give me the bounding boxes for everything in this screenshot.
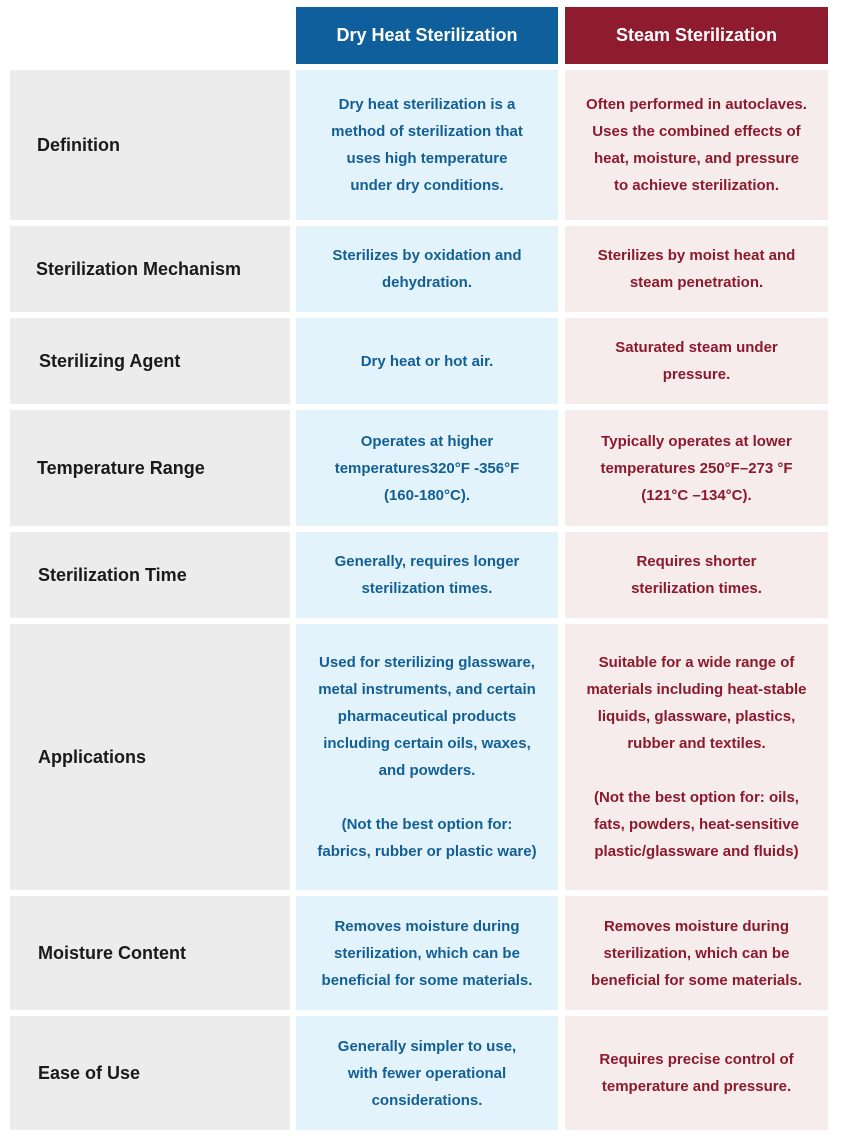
row-label-ease: Ease of Use xyxy=(10,1016,290,1130)
steam-agent-cell xyxy=(565,318,828,404)
row-label-agent: Sterilizing Agent xyxy=(10,318,290,404)
dry-moisture-text: Removes moisture during sterilization, which can be beneficial for some materials. xyxy=(321,917,533,989)
steam-temperature-cell xyxy=(565,410,828,526)
dry-time-text: Generally, requires longer sterilization times. xyxy=(334,553,520,597)
dry-mechanism-text: Sterilizes by oxidation and dehydration. xyxy=(332,247,522,291)
dry-mechanism-cell xyxy=(296,226,558,312)
steam-temperature-text: Typically operates at lower temperatures 250°F–273 °F (121°C –134°C). xyxy=(600,432,793,504)
steam-definition-text: Often performed in autoclaves. Uses the combined effects of heat, moisture, and pressure to achieve sterilization. xyxy=(586,96,807,194)
steam-mechanism-cell xyxy=(565,226,828,312)
dry-agent-cell xyxy=(296,318,558,404)
steam-ease-cell xyxy=(565,1016,828,1130)
dry-definition-cell xyxy=(296,70,558,220)
row-label-time: Sterilization Time xyxy=(10,532,290,618)
dry-ease-cell xyxy=(296,1016,558,1130)
dry-time-cell xyxy=(296,532,558,618)
steam-mechanism-text: Sterilizes by moist heat and steam penetration. xyxy=(597,247,796,291)
dry-moisture-cell xyxy=(296,896,558,1010)
dry-agent-text: Dry heat or hot air. xyxy=(360,352,494,370)
steam-applications-text: Suitable for a wide range of materials including heat-stable liquids, glassware, plastics, rubber and textiles. (Not the best option for: oils, fats, powders, heat-sensitive plastic/glassware and fluids) xyxy=(586,654,807,860)
dry-temperature-cell xyxy=(296,410,558,526)
steam-header: Steam Sterilization xyxy=(565,7,828,64)
steam-applications-cell xyxy=(565,624,828,890)
steam-time-cell xyxy=(565,532,828,618)
dry-ease-text: Generally simpler to use, with fewer operational considerations. xyxy=(337,1037,517,1109)
row-label-moisture: Moisture Content xyxy=(10,896,290,1010)
dry-applications-text: Used for sterilizing glassware, metal instruments, and certain pharmaceutical products including certain oils, waxes, and powders. (Not the best option for: fabrics, rubber or plastic ware) xyxy=(317,654,537,860)
steam-definition-cell xyxy=(565,70,828,220)
steam-moisture-cell xyxy=(565,896,828,1010)
dry-temperature-text: Operates at higher temperatures320°F -356°F (160-180°C). xyxy=(334,432,520,504)
row-label-applications: Applications xyxy=(10,624,290,890)
row-label-temperature: Temperature Range xyxy=(10,410,290,526)
dry-heat-header: Dry Heat Sterilization xyxy=(296,7,558,64)
dry-applications-cell xyxy=(296,624,558,890)
dry-definition-text: Dry heat sterilization is a method of sterilization that uses high temperature under dry conditions. xyxy=(331,96,523,194)
row-label-definition: Definition xyxy=(10,70,290,220)
row-label-mechanism: Sterilization Mechanism xyxy=(10,226,290,312)
steam-time-text: Requires shorter sterilization times. xyxy=(631,553,762,597)
steam-moisture-text: Removes moisture during sterilization, which can be beneficial for some materials. xyxy=(591,917,802,989)
steam-agent-text: Saturated steam under pressure. xyxy=(615,339,778,383)
steam-ease-text: Requires precise control of temperature and pressure. xyxy=(599,1051,794,1095)
